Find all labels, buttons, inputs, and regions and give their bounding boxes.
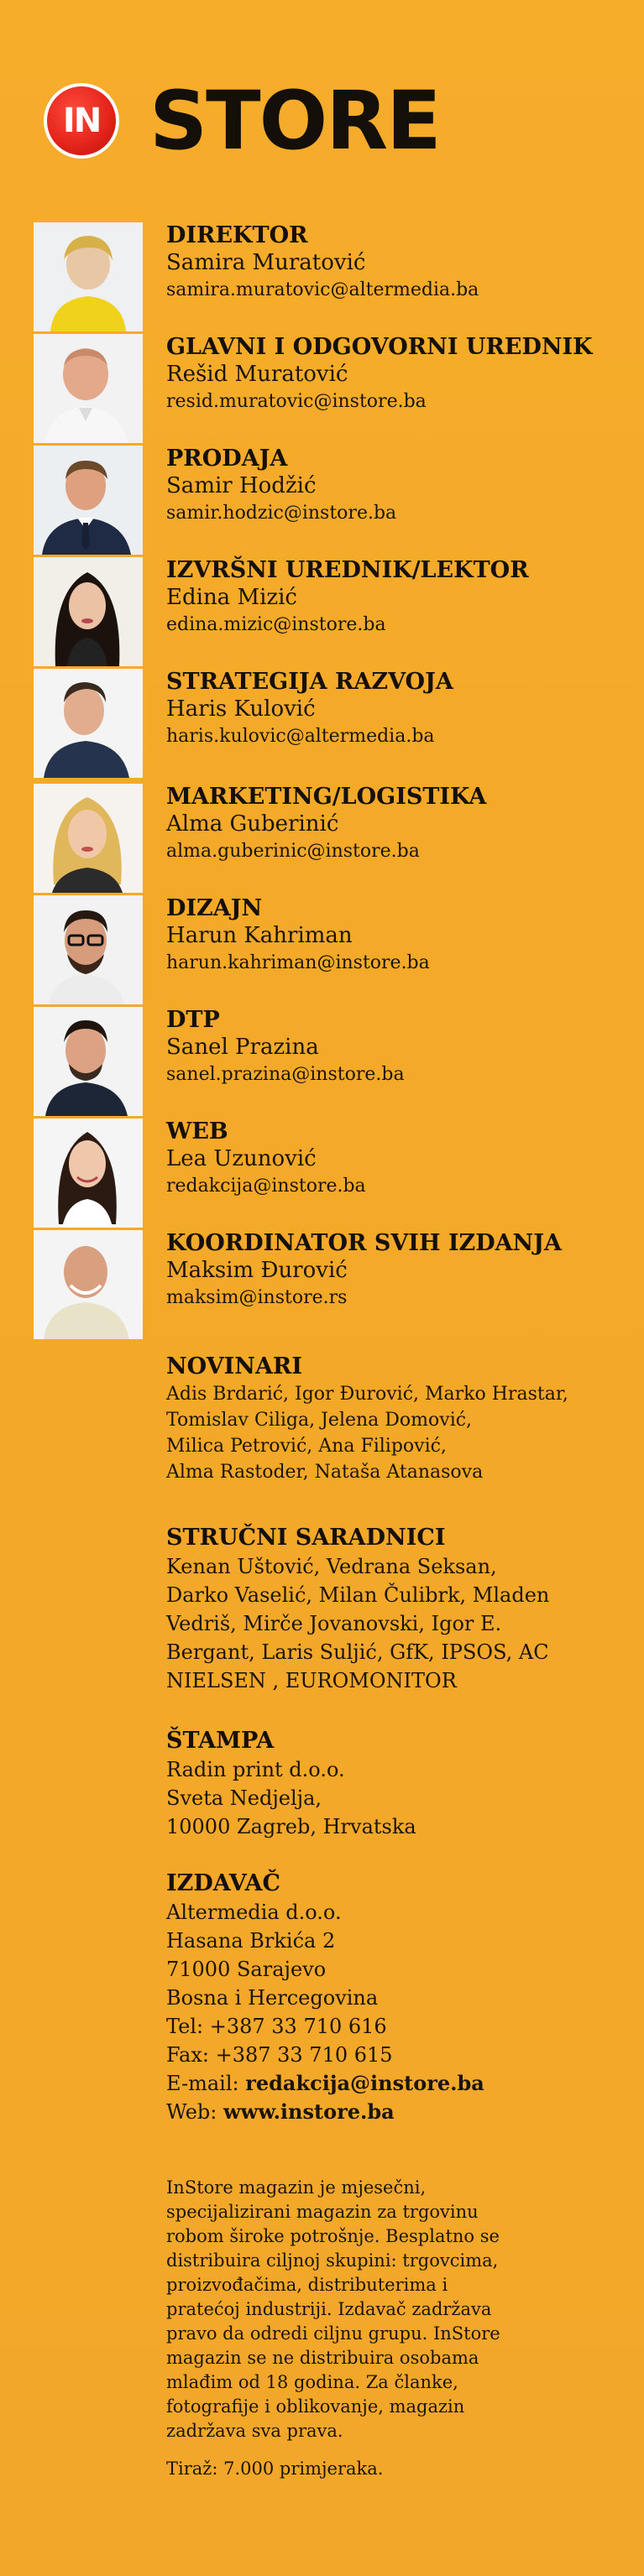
section-title: ŠTAMPA (166, 1728, 275, 1754)
staff-name: Samir Hodžić (166, 473, 317, 498)
circulation-text: Tiraž: 7.000 primjeraka. (166, 2459, 384, 2479)
staff-photo (34, 784, 143, 893)
staff-role: DTP (166, 1007, 220, 1033)
staff-name: Harun Kahriman (166, 923, 353, 948)
staff-name: Maksim Đurović (166, 1258, 348, 1283)
about-section (166, 2176, 620, 2481)
magazine-title: STORE (149, 74, 440, 168)
web-link[interactable]: www.instore.ba (223, 2099, 395, 2124)
staff-photo (34, 446, 143, 555)
section-body: Kenan Uštović, Vedrana Seksan, Darko Vaselić, Milan Čulibrk, Mladen Vedriš, Mirče Jovanovski, Igor E. Bergant, Laris Suljić, GfK, IPSOS, AC NIELSEN , EUROMONITOR (166, 1555, 550, 1692)
section-title: NOVINARI (166, 1353, 302, 1379)
contributors-section (166, 1524, 620, 1695)
staff-role: DIZAJN (166, 895, 263, 921)
section-body: Altermedia d.o.o. Hasana Brkića 2 71000 Sarajevo Bosna i Hercegovina Tel: +387 33 710 616 Fax: +387 33 710 615 E-mail: redakcija@instore.ba Web: www.instore.ba (166, 1901, 484, 2124)
staff-photo (34, 895, 143, 1004)
staff-role: KOORDINATOR SVIH IZDANJA (166, 1230, 562, 1256)
staff-photo (34, 222, 143, 331)
staff-email: samira.muratovic@altermedia.ba (166, 279, 479, 300)
staff-email: samir.hodzic@instore.ba (166, 503, 397, 524)
instore-logo: IN (44, 83, 119, 159)
section-body: Adis Brdarić, Igor Đurović, Marko Hrastar, Tomislav Ciliga, Jelena Domović, Milica Petrović, Ana Filipović, Alma Rastoder, Nataša Atanasova (166, 1384, 568, 1483)
staff-name: Haris Kulović (166, 696, 316, 722)
web-label: Web: (166, 2100, 223, 2124)
staff-name: Alma Guberinić (166, 811, 339, 837)
staff-name: Rešid Muratović (166, 362, 348, 387)
staff-photo (34, 669, 143, 778)
staff-name: Samira Muratović (166, 250, 366, 275)
staff-name: Edina Mizić (166, 585, 297, 610)
staff-email: maksim@instore.rs (166, 1287, 348, 1308)
section-body: Radin print d.o.o. Sveta Nedjelja, 10000 Zagreb, Hrvatska (166, 1758, 416, 1838)
staff-photo (34, 1230, 143, 1339)
staff-role: DIREKTOR (166, 222, 308, 248)
staff-email: sanel.prazina@instore.ba (166, 1064, 405, 1085)
staff-name: Lea Uzunović (166, 1146, 317, 1171)
staff-photo (34, 1119, 143, 1228)
staff-email: edina.mizic@instore.ba (166, 614, 386, 635)
staff-photo (34, 557, 143, 666)
journalists-section (166, 1353, 620, 1485)
staff-photo (34, 334, 143, 443)
staff-email: resid.muratovic@instore.ba (166, 391, 427, 412)
masthead-header (44, 74, 440, 168)
about-text: InStore magazin je mjesečni, specijalizirani magazin za trgovinu robom široke potrošnje. Besplatno se distribuira ciljnoj skupini: trgovcima, proizvođačima, distributerima i pratećoj industriji. Izdavač zadržava pravo da odredi ciljnu grupu. InStore magazin se ne distribuira osobama mlađim od 18 godina. Za članke, fotografije i oblikovanje, magazin zadržava sva prava. (166, 2177, 500, 2441)
staff-email: haris.kulovic@altermedia.ba (166, 726, 435, 747)
staff-name: Sanel Prazina (166, 1035, 319, 1060)
staff-role: IZVRŠNI UREDNIK/LEKTOR (166, 557, 529, 583)
staff-email: alma.guberinic@instore.ba (166, 841, 420, 862)
staff-role: WEB (166, 1119, 228, 1145)
staff-role: GLAVNI I ODGOVORNI UREDNIK (166, 334, 593, 360)
staff-email: redakcija@instore.ba (166, 1176, 366, 1197)
email-link[interactable]: redakcija@instore.ba (245, 2071, 484, 2095)
publisher-section (166, 1869, 620, 2126)
section-title: IZDAVAČ (166, 1870, 281, 1896)
section-title: STRUČNI SARADNICI (166, 1525, 446, 1551)
staff-role: MARKETING/LOGISTIKA (166, 784, 487, 810)
staff-photo (34, 1007, 143, 1116)
staff-email: harun.kahriman@instore.ba (166, 952, 430, 973)
printing-section (166, 1727, 620, 1841)
staff-role: STRATEGIJA RAZVOJA (166, 669, 453, 695)
email-label: E-mail: (166, 2072, 246, 2095)
staff-role: PRODAJA (166, 446, 288, 472)
